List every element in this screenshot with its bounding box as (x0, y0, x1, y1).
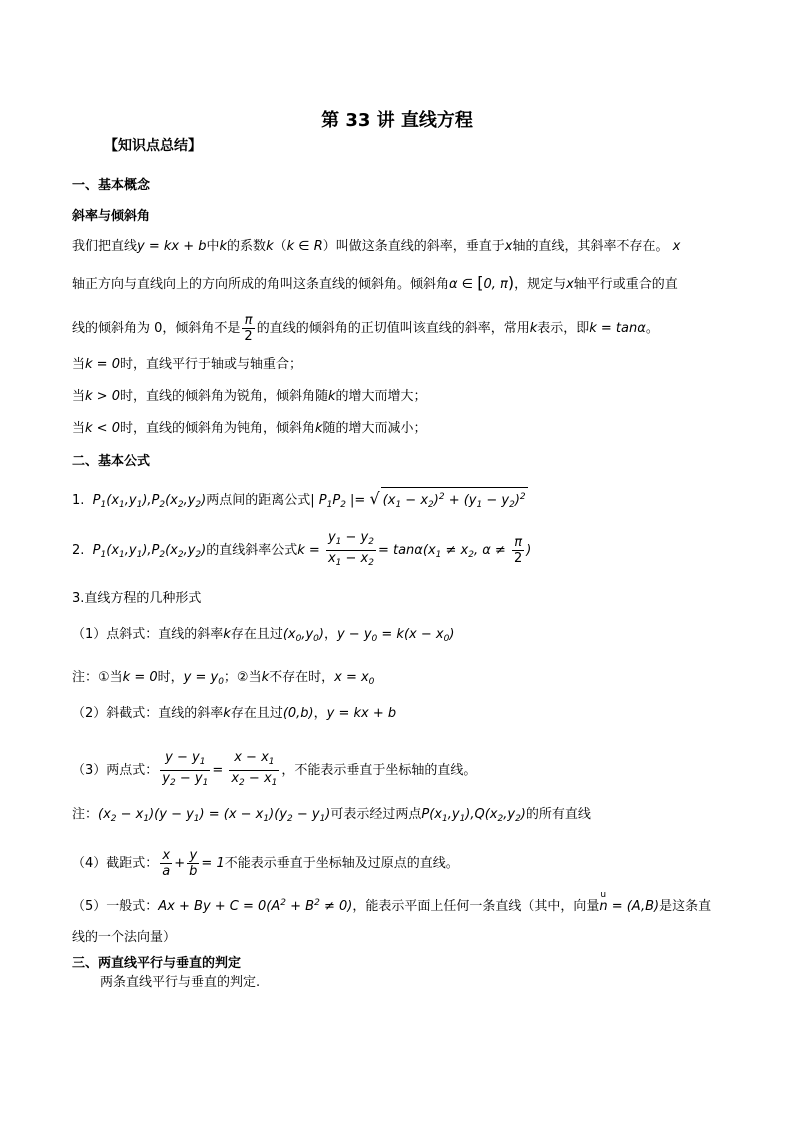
paragraph-line-4 (72, 356, 302, 374)
math: α ∈ (449, 277, 478, 292)
subsection-heading-forms: 3.直线方程的几种形式 (72, 591, 202, 606)
text: 时，直线平行于轴或与轴重合； (119, 357, 302, 372)
text: 轴的直线，其斜率不存在。 (512, 239, 669, 254)
text: 的增大而增大； (335, 389, 427, 404)
math: k ∈ R (286, 239, 323, 254)
text: （ (273, 239, 287, 254)
note-point-slope (72, 669, 374, 691)
math: ) (507, 273, 515, 292)
math: y = kx + b (326, 706, 397, 721)
text: 时，直线的倾斜角为锐角，倾斜角随 (119, 389, 328, 404)
text: 时，直线的倾斜角为钝角，倾斜角 (119, 421, 315, 436)
text: 存在且过 (230, 627, 283, 642)
math: (0,b) (282, 706, 314, 721)
math: k < 0 (85, 421, 120, 436)
text: 时， (157, 670, 184, 685)
paragraph-line-1 (72, 238, 680, 256)
math: = (212, 763, 228, 778)
list-index: 1. (72, 493, 85, 508)
math: $P(x_1,y_1),Q(x_2,y_2)$ (421, 807, 526, 824)
section-heading-1: 一、基本概念 (72, 178, 151, 193)
list-index: 2. (72, 543, 85, 558)
math: = $\tan\alpha(x_1 \ne x_2$, α ≠ (377, 543, 510, 560)
text: 中 (206, 239, 220, 254)
math: k = (297, 543, 324, 558)
math: x (504, 239, 513, 254)
math-fraction: $\frac{y - y_1}{y_2 - y_1}$ (162, 750, 209, 788)
math: k = 0 (85, 357, 120, 372)
math: x (566, 277, 574, 292)
text: 当 (72, 421, 86, 436)
text: 轴平行或重合的直 (573, 277, 678, 292)
section-heading-2: 二、基本公式 (72, 454, 151, 469)
text: ；②当 (223, 670, 262, 685)
text: 的所有直线 (525, 807, 591, 822)
paragraph-line-5 (72, 388, 427, 406)
subtitle: 【知识点总结】 (104, 138, 202, 154)
math: k (328, 389, 336, 404)
math: k (315, 421, 323, 436)
math: k (223, 706, 231, 721)
text: 注：①当 (72, 670, 123, 685)
form-general-cont: 线的一个法向量） (72, 930, 177, 945)
math: $(x_0,y_0)$ (282, 627, 324, 644)
math: $y = y_0$ (183, 670, 224, 687)
math: = 1 (201, 856, 225, 871)
section-3-body: 两条直线平行与垂直的判定. (100, 975, 261, 990)
paragraph-line-6 (72, 420, 427, 438)
math: k (266, 239, 274, 254)
math: $(x_2 - x_1)(y - y_1) = (x - x_1)(y_2 - y_1)$ (98, 807, 331, 824)
subsection-heading-slope: 斜率与倾斜角 (72, 209, 151, 224)
section-heading-3: 三、两直线平行与垂直的判定 (72, 956, 242, 971)
math: k = tanα (589, 321, 646, 336)
math: x (672, 239, 681, 254)
math: $P_1(x_1,y_1),P_2(x_2,y_2)$ (92, 543, 207, 560)
math: k (261, 670, 270, 685)
sqrt-symbol: √ (369, 489, 380, 508)
text: 线的倾斜角为 0，倾斜角不是 (72, 321, 241, 336)
text: 当 (72, 357, 86, 372)
text: 是这条直 (659, 899, 712, 914)
text: （1）点斜式：直线的斜率 (72, 627, 224, 642)
text: 两点间的距离公式 (206, 493, 311, 508)
math: k = 0 (122, 670, 158, 685)
math: k (219, 239, 228, 254)
form-point-slope (72, 626, 454, 648)
text: （3）两点式： (72, 763, 159, 778)
note-two-point (72, 806, 591, 828)
form-slope-intercept (72, 705, 396, 723)
math: k > 0 (85, 389, 120, 404)
text: 当 (72, 389, 86, 404)
text: 随的增大而减小； (322, 421, 427, 436)
math: $Ax + By + C = 0(A^2 + B^2 \ne 0)$ (158, 898, 353, 914)
math-fraction: $\frac{\pi}{2}$ (244, 313, 253, 344)
page-title: 第 33 讲 直线方程 (321, 110, 473, 131)
formula-distance (72, 487, 528, 514)
text: （2）斜截式：直线的斜率 (72, 706, 224, 721)
vector-n: u n (599, 890, 608, 914)
text: ， (313, 706, 327, 721)
text: ，规定与 (514, 277, 567, 292)
text: 我们把直线 (72, 239, 138, 254)
math: ) (526, 543, 532, 558)
math: + (174, 856, 186, 871)
text: ， (323, 627, 337, 642)
text: ，能表示平面上任何一条直线（其中，向量 (352, 899, 600, 914)
math-fraction: $\frac{x - x_1}{x_2 - x_1}$ (231, 750, 278, 788)
math: 0, π (483, 277, 508, 292)
math: $y - y_0 = k(x - x_0)$ (336, 627, 455, 644)
text: 不存在时， (269, 670, 335, 685)
text: 的直线的倾斜角的正切值叫该直线的斜率，常用 (256, 321, 530, 336)
text: （4）截距式： (72, 856, 159, 871)
math-fraction: $\frac{\pi}{2}$ (513, 535, 523, 566)
text: ，不能表示垂直于坐标轴的直线。 (281, 763, 477, 778)
form-two-point (72, 750, 476, 791)
math-fraction: $\frac{x}{a}$ (162, 848, 171, 879)
text: 的直线斜率公式 (206, 543, 298, 558)
math: | $P_1P_2$ |= (310, 493, 370, 510)
text: 注： (72, 807, 99, 822)
text: 轴正方向与直线向上的方向所成的角叫这条直线的倾斜角。倾斜角 (72, 277, 450, 292)
math: = (A,B) (607, 899, 660, 914)
formula-slope (72, 530, 531, 571)
math: k (529, 321, 538, 336)
math: $x = x_0$ (334, 670, 375, 687)
text: 不能表示垂直于坐标轴及过原点的直线。 (224, 856, 459, 871)
text: ）叫做这条直线的斜率，垂直于 (322, 239, 505, 254)
math-fraction: $\frac{y_1 - y_2}{x_1 - x_2}$ (327, 530, 374, 568)
math: [ (477, 273, 484, 292)
paragraph-line-2 (72, 274, 678, 294)
form-general (72, 890, 712, 916)
text: 表示，即 (537, 321, 590, 336)
math: $(x_1 - x_2)^2 + (y_1 - y_2)^2$ (381, 487, 528, 514)
text: 的系数 (227, 239, 267, 254)
text: 可表示经过两点 (330, 807, 422, 822)
math: k (223, 627, 231, 642)
text: 存在且过 (230, 706, 283, 721)
form-intercept (72, 848, 459, 879)
math-fraction: $\frac{y}{b}$ (189, 848, 198, 879)
text: （5）一般式： (72, 899, 159, 914)
paragraph-line-3 (72, 313, 659, 344)
math: y = kx + b (137, 239, 207, 254)
text: 。 (645, 321, 659, 336)
math: $P_1(x_1,y_1),P_2(x_2,y_2)$ (92, 493, 207, 510)
